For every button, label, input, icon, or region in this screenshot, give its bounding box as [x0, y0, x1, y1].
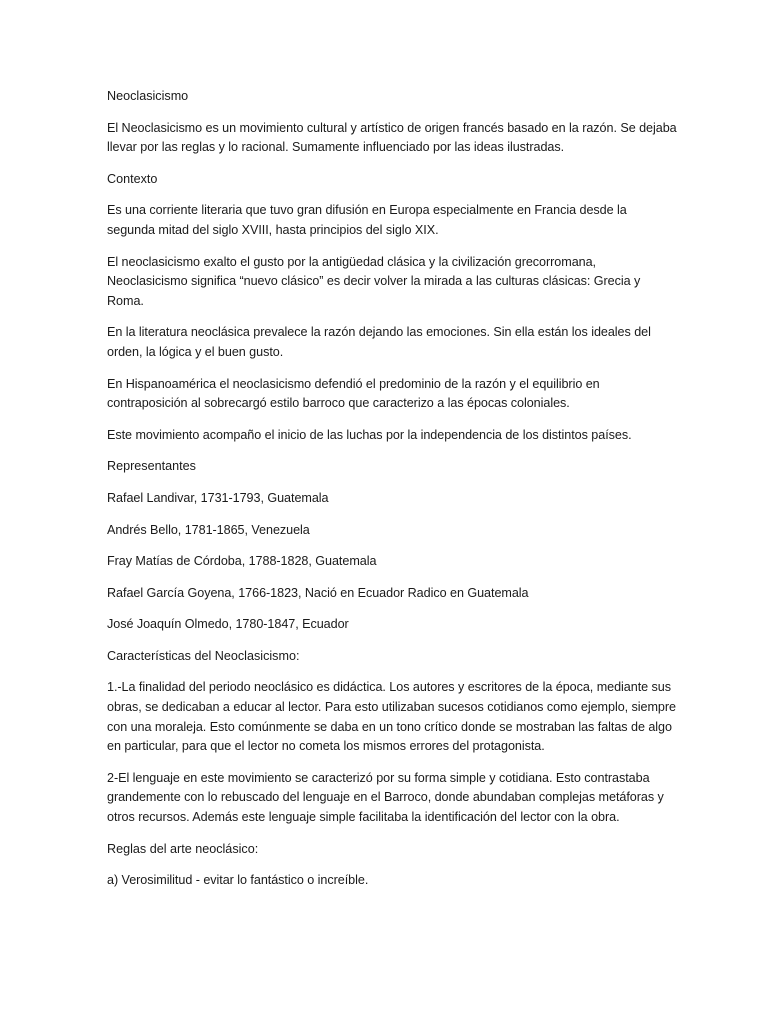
representative-item: Fray Matías de Córdoba, 1788-1828, Guatemala: [107, 554, 377, 569]
document-page: [107, 87, 677, 903]
rule-item: a) Verosimilitud - evitar lo fantástico o increíble.: [107, 873, 369, 888]
context-paragraph: Es una corriente literaria que tuvo gran difusión en Europa especialmente en Francia desde la segunda mitad del siglo XVIII, hasta principios del siglo XIX.: [107, 203, 627, 237]
representative-item: Andrés Bello, 1781-1865, Venezuela: [107, 522, 310, 537]
intro-paragraph: El Neoclasicismo es un movimiento cultural y artístico de origen francés basado en la razón. Se dejaba llevar por las reglas y lo racional. Sumamente influenciado por las ideas ilustradas.: [107, 120, 677, 155]
representative-item: José Joaquín Olmedo, 1780-1847, Ecuador: [107, 617, 349, 632]
context-paragraph: Este movimiento acompaño el inicio de las luchas por la independencia de los distintos países.: [107, 427, 632, 442]
representative-item: Rafael García Goyena, 1766-1823, Nació en Ecuador Radico en Guatemala: [107, 585, 529, 600]
representatives-heading: Representantes: [107, 459, 196, 474]
characteristic-paragraph: 1.-La finalidad del periodo neoclásico es didáctica. Los autores y escritores de la época, mediante sus obras, se dedicaban a educar al lector. Para esto utilizaban sucesos cotidianos como ejemplo, siempre con una moraleja. Esto comúnmente se daba en un tono crítico donde se mostraban las faltas de algo en particular, para que el lector no cometa los mismos errores del protagonista.: [107, 680, 676, 754]
representative-item: Rafael Landivar, 1731-1793, Guatemala: [107, 490, 329, 505]
context-paragraph: El neoclasicismo exalto el gusto por la antigüedad clásica y la civilización grecorromana, Neoclasicismo significa “nuevo clásico” es decir volver la mirada a las culturas clásicas: Grecia y Roma.: [107, 254, 641, 308]
document-title: Neoclasicismo: [107, 89, 189, 103]
context-heading: Contexto: [107, 171, 158, 186]
context-paragraph: En Hispanoamérica el neoclasicismo defendió el predominio de la razón y el equilibrio en contraposición al sobrecargó estilo barroco que caracterizo a las épocas coloniales.: [107, 376, 600, 411]
characteristics-heading: Características del Neoclasicismo:: [107, 648, 300, 663]
characteristic-paragraph: 2-El lenguaje en este movimiento se caracterizó por su forma simple y cotidiana. Esto contrastaba grandemente con lo rebuscado del lenguaje en el Barroco, donde abundaban complejas metáforas y otros recursos. Además este lenguaje simple facilitaba la identificación del lector con la obra.: [107, 770, 664, 825]
rules-heading: Reglas del arte neoclásico:: [107, 841, 259, 856]
context-paragraph: En la literatura neoclásica prevalece la razón dejando las emociones. Sin ella están los ideales del orden, la lógica y el buen gusto.: [107, 325, 651, 359]
